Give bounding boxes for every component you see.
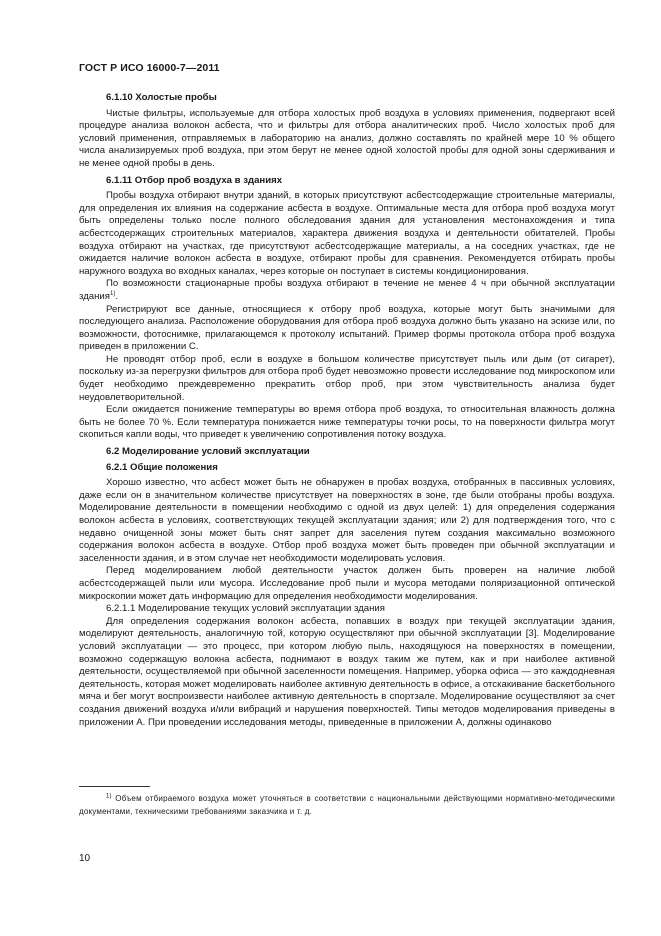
section-heading-6-2-1: 6.2.1 Общие положения (106, 461, 218, 473)
footnote-text: Объем отбираемого воздуха может уточняться в соответствии с национальными действующими нормативно-методическими документами, техническими требованиями заказчика и т. д. (79, 794, 615, 816)
paragraph: Регистрируют все данные, относящиеся к отбору проб воздуха, которые могут быть значимыми для последующего анализа. Расположение оборудования для отбора проб воздуха должно быть указано на эскизе или, по возможности, фотоснимке, прилагающемся к протоколу испытаний. Пример формы протокола отбора проб воздуха приведен в приложении С. (79, 303, 615, 353)
paragraph: Пробы воздуха отбирают внутри зданий, в которых присутствуют асбестсодержащие строительные материалы, для определения их влияния на содержание асбеста в воздухе. Оптимальные места для отбора проб воздуха могут быть определены только после полного обследования здания для установления местонахождения и типа асбестсодержащих строительных материалов, характера движения воздуха и деятельности обитателей. Пробы воздуха отбирают на участках, где присутствуют асбестсодержащие материалы, а на соседних участках, где не ожидается наличие волокон асбеста в воздухе, отбирают пробы для сравнения. Рекомендуется отбирать пробы наружного воздуха во входных каналах, через которые он поступает в системы кондиционирования. (79, 190, 615, 277)
section-heading-6-2-1-1: 6.2.1.1 Моделирование текущих условий эксплуатации здания (106, 603, 385, 615)
paragraph: Для определения содержания волокон асбеста, попавших в воздух при текущей эксплуатации здания, моделируют деятельность, аналогичную той, которую осуществляют при обычной эксплуатации [3]. Моделирование условий эксплуатации — это процесс, при котором любую пыль, находящуюся на поверхностях в помещении, возможно содержащую волокна асбеста, поднимают в воздух таким же путем, как и при наиболее активной деятельности, осуществляемой при обычной заселенности помещения. Например, уборка офиса — это каждодневная деятельность, которая может моделировать наиболее активную деятельность в офисе, а отскакивание баскетбольного мяча и бег могут воспроизвести наиболее активную деятельность в спортзале. Моделирование осуществляют за счет создания движений воздуха и/или вибраций и нарушения поверхностей. Типы методов моделирования приведены в приложении А. При проведении исследования методы, приведенные в приложении А, должны одинаково (79, 615, 615, 728)
page-number: 10 (79, 853, 91, 864)
document-header: ГОСТ Р ИСО 16000-7—2011 (79, 62, 220, 74)
section-heading-6-1-10: 6.1.10 Холостые пробы (106, 92, 217, 103)
paragraph-text: По возможности стационарные пробы воздуха отбирают в течение не менее 4 ч при обычной эксплуатации здания (79, 278, 615, 302)
section-heading-6-2: 6.2 Моделирование условий эксплуатации (106, 446, 310, 458)
footnote-mark: 1) (106, 793, 112, 800)
footnote (79, 793, 615, 818)
paragraph: Если ожидается понижение температуры во время отбора проб воздуха, то относительная влажность должна быть не более 70 %. Если температура понижается ниже температуры точки росы, то на поверхности фильтра могут скопиться капли воды, что приведет к увеличению сопротивления потоку воздуха. (79, 404, 615, 441)
paragraph: Чистые фильтры, используемые для отбора холостых проб воздуха в условиях применения, подвергают всей процедуре анализа волокон асбеста, что и фильтры для отбора аналитических проб. Число холостых проб для условий применения, отправляемых в лабораторию на анализ, должно составлять по крайней мере 10 % общего числа анализируемых проб воздуха, при этом берут не менее одной холостой пробы для одной зоны сдерживания и не менее одной пробы в день. (79, 107, 615, 169)
section-heading-6-1-11: 6.1.11 Отбор проб воздуха в зданиях (106, 174, 283, 186)
footnote-divider (79, 786, 150, 787)
document-body (79, 92, 615, 729)
footnote-reference: 1) (109, 290, 116, 297)
paragraph: Не проводят отбор проб, если в воздухе в большом количестве присутствует пыль или дым (от сигарет), поскольку из-за перегрузки фильтров для отбора проб будет невозможно провести исследование под микроскопом или будет необходимо преждевременно прекратить отбор проб, при этом чувствительность анализа будет неудовлетворительной. (79, 353, 615, 403)
paragraph: Перед моделированием любой деятельности участок должен быть проверен на наличие любой асбестсодержащей пыли или мусора. Исследование проб пыли и мусора методами поляризационной оптической микроскопии может дать информацию для определения необходимости моделирования. (79, 565, 615, 602)
paragraph-end: . (115, 290, 118, 302)
paragraph: Хорошо известно, что асбест может быть не обнаружен в пробах воздуха, отобранных в пассивных условиях, даже если он в значительном количестве присутствует на поверхностях в зоне, где были отобраны пробы воздуха. Моделирование деятельности в помещении необходимо с одной из двух целей: 1) для определения содержания волокон асбеста в условиях, соответствующих текущей эксплуатации здания; или 2) для подтверждения того, что с недавно очищенной зоны может быть снят запрет для заселения путем создания максимально возможного содержания волокон асбеста в воздухе. Отбор проб воздуха может быть проведен при обычной эксплуатации и заселенности здания, и в этом случае нет необходимости моделировать условия. (79, 477, 615, 564)
footnote-item (79, 793, 615, 818)
paragraph-with-footnote (79, 278, 615, 303)
